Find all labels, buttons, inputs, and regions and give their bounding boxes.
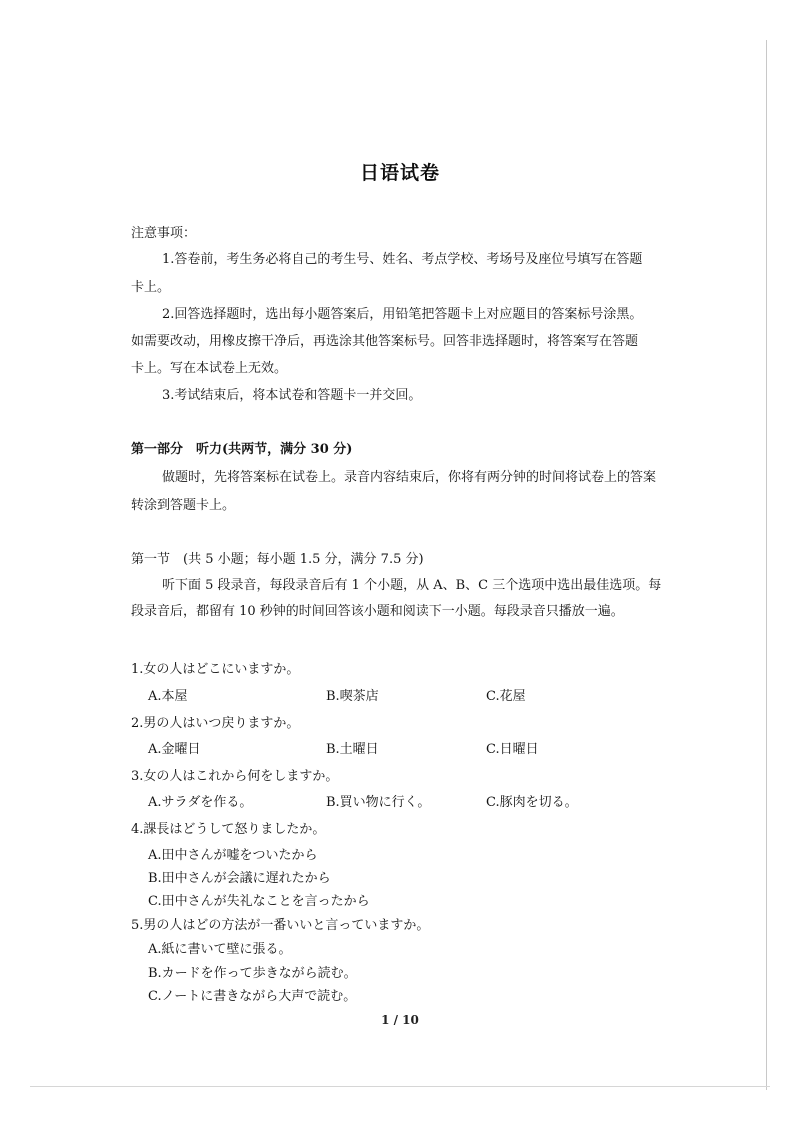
question-4-stem: 4.課長はどうして怒りましたか。 — [131, 822, 326, 837]
question-5-option-b: B.カードを作って歩きながら読む。 — [148, 966, 357, 981]
section1-heading: 第一节 (共 5 小题；每小题 1.5 分，满分 7.5 分) — [131, 552, 424, 567]
question-3-option-a: A.サラダを作る。 — [148, 795, 253, 810]
part1-instruction-line-1: 做题时，先将答案标在试卷上。录音内容结束后，你将有两分钟的时间将试卷上的答案 — [162, 470, 657, 485]
page-number: 1 / 10 — [381, 1013, 419, 1027]
question-4-option-a: A.田中さんが嘘をついたから — [148, 848, 318, 863]
question-2-option-c: C.日曜日 — [486, 742, 539, 757]
question-5-stem: 5.男の人はどの方法が一番いいと言っていますか。 — [131, 918, 430, 933]
page-edge-right — [766, 40, 767, 1090]
question-3-option-b: B.買い物に行く。 — [326, 795, 431, 810]
question-2-stem: 2.男の人はいつ戻りますか。 — [131, 716, 300, 731]
notice-item-1-line-1: 1.答卷前，考生务必将自己的考生号、姓名、考点学校、考场号及座位号填写在答题 — [162, 252, 643, 267]
question-3-stem: 3.女の人はこれから何をしますか。 — [131, 769, 339, 784]
notice-item-3: 3.考试结束后，将本试卷和答题卡一并交回。 — [162, 388, 422, 403]
question-3-option-c: C.豚肉を切る。 — [486, 795, 578, 810]
notice-item-2-line-2: 如需要改动，用橡皮擦干净后，再选涂其他答案标号。回答非选择题时，将答案写在答题 — [131, 334, 639, 349]
notice-item-1-line-2: 卡上。 — [131, 280, 171, 295]
section1-instruction-line-1: 听下面 5 段录音，每段录音后有 1 个小题，从 A、B、C 三个选项中选出最佳选项。每 — [162, 578, 662, 593]
question-5-option-c: C.ノートに書きながら大声で読む。 — [148, 989, 357, 1004]
question-1-option-c: C.花屋 — [486, 689, 526, 704]
notice-item-2-line-1: 2.回答选择题时，选出每小题答案后，用铅笔把答题卡上对应题目的答案标号涂黑。 — [162, 307, 643, 322]
page-title: 日语试卷 — [359, 162, 440, 184]
question-1-option-a: A.本屋 — [148, 689, 188, 704]
question-1-stem: 1.女の人はどこにいますか。 — [131, 662, 300, 677]
notice-heading: 注意事项： — [131, 226, 197, 241]
notice-item-2-line-3: 卡上。写在本试卷上无效。 — [131, 361, 288, 376]
page-edge-bottom — [30, 1086, 770, 1087]
question-4-option-c: C.田中さんが失礼なことを言ったから — [148, 894, 370, 909]
part1-heading: 第一部分 听力(共两节，满分 30 分) — [131, 442, 353, 457]
question-5-option-a: A.紙に書いて壁に張る。 — [148, 942, 292, 957]
section1-instruction-line-2: 段录音后，都留有 10 秒钟的时间回答该小题和阅读下一小题。每段录音只播放一遍。 — [131, 604, 624, 619]
question-4-option-b: B.田中さんが会議に遅れたから — [148, 871, 331, 886]
question-2-option-b: B.土曜日 — [326, 742, 379, 757]
question-2-option-a: A.金曜日 — [148, 742, 201, 757]
question-1-option-b: B.喫茶店 — [326, 689, 379, 704]
part1-instruction-line-2: 转涂到答题卡上。 — [131, 498, 236, 513]
